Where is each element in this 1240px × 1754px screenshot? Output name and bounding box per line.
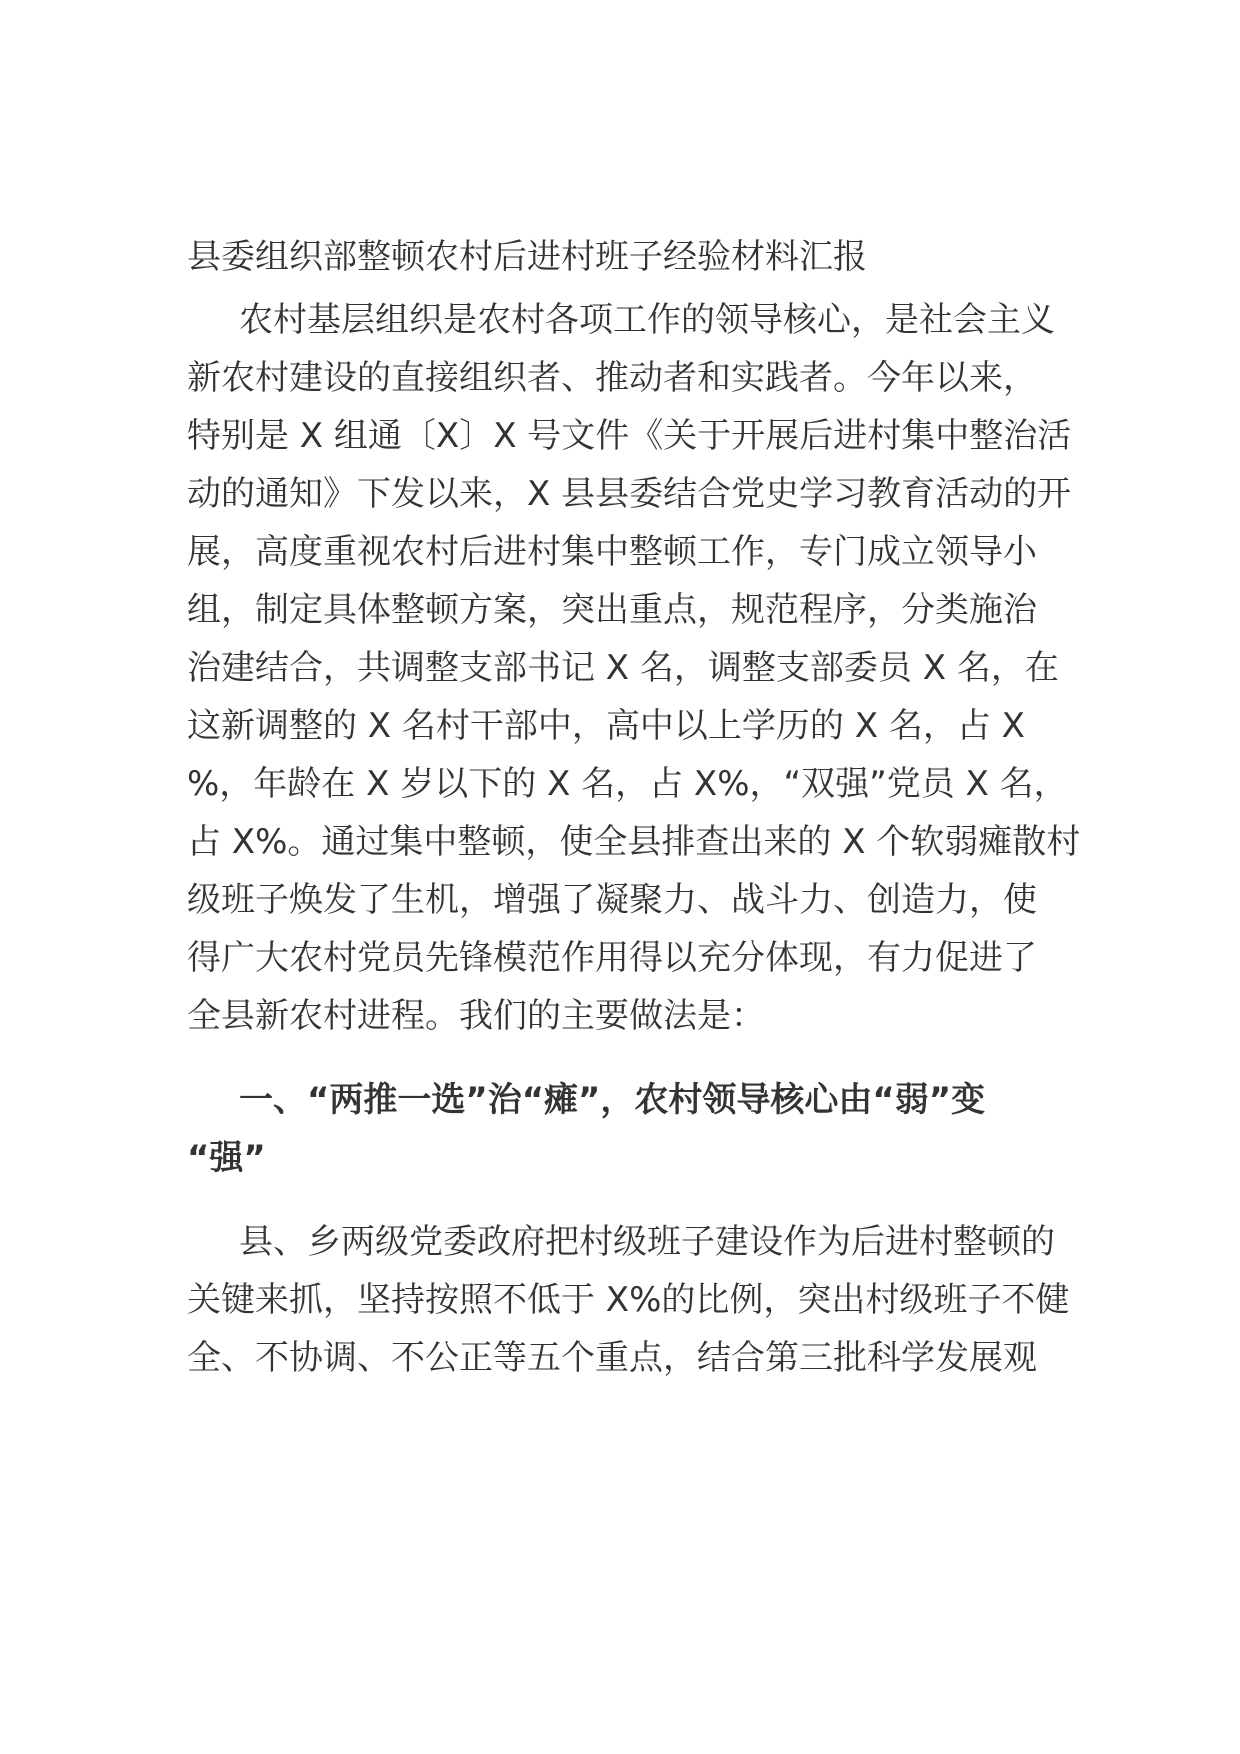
section-1-line-2: 关键来抓，坚持按照不低于 X%的比例，突出村级班子不健 [187, 1280, 1070, 1320]
intro-line-9: %，年龄在 X 岁以下的 X 名，占 X%，“双强”党员 X 名， [187, 764, 1068, 804]
document-title: 县委组织部整顿农村后进村班子经验材料汇报 [187, 237, 867, 277]
intro-line-2: 新农村建设的直接组织者、推动者和实践者。今年以来， [187, 358, 1037, 398]
intro-line-5: 展，高度重视农村后进村集中整顿工作，专门成立领导小 [187, 532, 1037, 572]
intro-line-12: 得广大农村党员先锋模范作用得以充分体现，有力促进了 [187, 938, 1037, 978]
intro-line-6: 组，制定具体整顿方案，突出重点，规范程序，分类施治 [187, 590, 1037, 630]
section-1-line-3: 全、不协调、不公正等五个重点，结合第三批科学发展观 [187, 1338, 1037, 1378]
section-1-line-1: 县、乡两级党委政府把村级班子建设作为后进村整顿的 [239, 1222, 1055, 1262]
intro-line-4: 动的通知》下发以来，X 县县委结合党史学习教育活动的开 [187, 474, 1072, 514]
intro-line-11: 级班子焕发了生机，增强了凝聚力、战斗力、创造力，使 [187, 880, 1037, 920]
intro-line-8: 这新调整的 X 名村干部中，高中以上学历的 X 名，占 X [187, 706, 1025, 746]
intro-line-7: 治建结合，共调整支部书记 X 名，调整支部委员 X 名，在 [187, 648, 1059, 688]
intro-line-1: 农村基层组织是农村各项工作的领导核心，是社会主义 [239, 300, 1055, 340]
intro-line-13: 全县新农村进程。我们的主要做法是： [187, 996, 765, 1036]
intro-line-3: 特别是 X 组通〔X〕X 号文件《关于开展后进村集中整治活 [187, 416, 1072, 456]
intro-line-10: 占 X%。通过集中整顿，使全县排查出来的 X 个软弱瘫散村 [187, 822, 1081, 862]
section-1-heading-line-1: 一、“两推一选”治“瘫”，农村领导核心由“弱”变 [239, 1080, 986, 1120]
section-1-heading-line-2: “强” [187, 1138, 266, 1178]
